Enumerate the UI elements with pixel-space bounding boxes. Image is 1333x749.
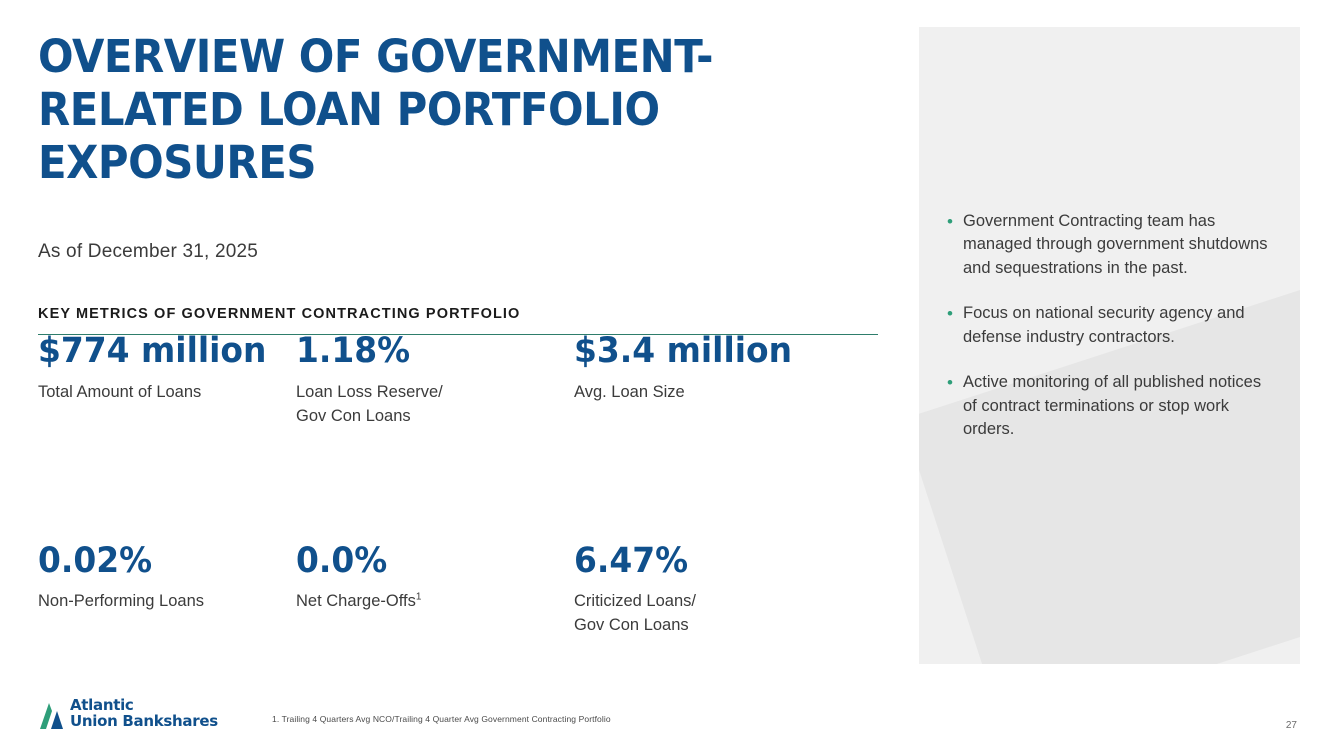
footnote-text: 1. Trailing 4 Quarters Avg NCO/Trailing 4 Quarter Avg Government Contracting Portfolio [272, 714, 611, 724]
logo-line-2: Union Bankshares [70, 711, 218, 730]
logo-line-1: Atlantic [70, 696, 134, 715]
slide-left-content [38, 30, 888, 335]
bullet-list [947, 210, 1278, 441]
metrics-grid [38, 333, 888, 638]
section-heading: KEY METRICS OF GOVERNMENT CONTRACTING PORTFOLIO [38, 306, 521, 323]
metric-label-text: Criticized Loans/ Gov Con Loans [574, 592, 696, 635]
metric-value: 0.0% [296, 540, 388, 581]
metric-label-text: Loan Loss Reserve/ Gov Con Loans [296, 382, 443, 425]
metric-label [574, 381, 874, 405]
metric-card [296, 333, 574, 429]
list-item [947, 302, 1278, 349]
metric-label-text: Non-Performing Loans [38, 592, 204, 611]
metric-label [38, 381, 296, 405]
metric-card [574, 333, 874, 429]
slide-footer [0, 679, 1333, 749]
metrics-row-1 [38, 333, 888, 429]
metric-value: $774 million [38, 331, 267, 371]
bullet-dot-icon: • [947, 373, 953, 393]
metric-label-text: Net Charge-Offs [296, 592, 416, 611]
metric-value: 6.47% [574, 540, 689, 581]
metric-card [38, 540, 296, 639]
metrics-row-2 [38, 540, 888, 639]
metric-value: $3.4 million [574, 331, 793, 371]
metric-label-text: Total Amount of Loans [38, 382, 202, 401]
metric-label-text: Avg. Loan Size [574, 382, 685, 401]
metric-label [296, 381, 574, 429]
list-item [947, 210, 1278, 280]
as-of-date: As of December 31, 2025 [38, 241, 259, 263]
metric-card [38, 333, 296, 429]
bullet-dot-icon: • [947, 304, 953, 324]
company-logo [38, 698, 218, 729]
metric-card [296, 540, 574, 639]
bullet-text: Government Contracting team has managed through government shutdowns and sequestrations in the past. [963, 212, 1268, 277]
highlights-panel [919, 27, 1300, 664]
logo-text [70, 698, 218, 729]
page-title: OVERVIEW OF GOVERNMENT-RELATED LOAN PORTFOLIO EXPOSURES [38, 30, 714, 190]
metric-label [296, 590, 574, 614]
logo-mark-icon [38, 699, 64, 729]
bullet-text: Active monitoring of all published notices of contract terminations or stop work orders. [963, 373, 1262, 438]
bullet-dot-icon: • [947, 212, 953, 231]
metric-value: 1.18% [296, 331, 411, 371]
metric-label [38, 590, 296, 614]
bullet-text: Focus on national security agency and defense industry contractors. [963, 304, 1245, 346]
list-item [947, 371, 1278, 441]
page-number: 27 [1285, 720, 1297, 731]
metric-label [574, 590, 874, 638]
footnote-marker: 1 [415, 591, 422, 603]
metric-value: 0.02% [38, 540, 153, 581]
metric-card [574, 540, 874, 639]
